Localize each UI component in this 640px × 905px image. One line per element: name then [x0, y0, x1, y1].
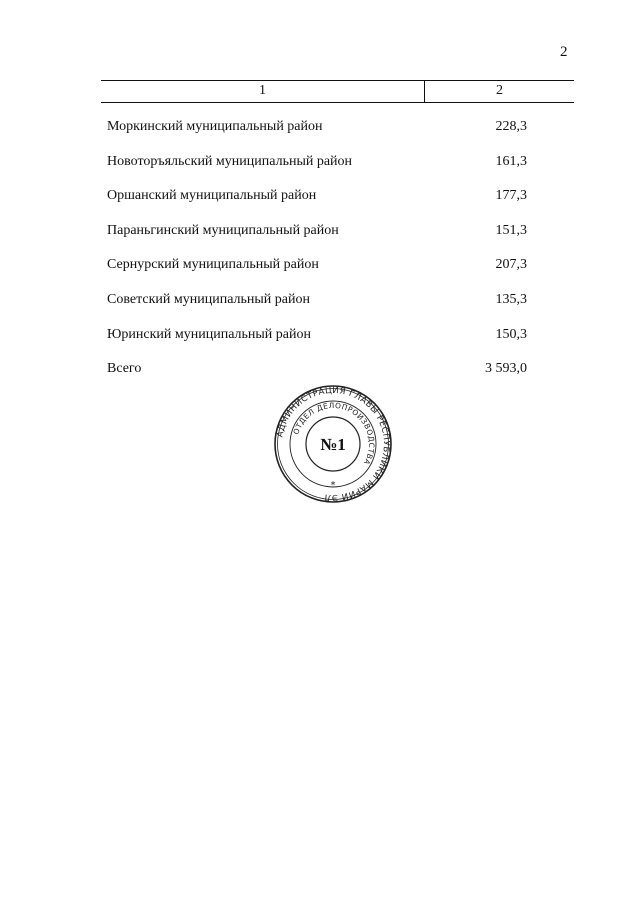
stamp-number: №1 — [320, 435, 346, 454]
district-name: Оршанский муниципальный район — [107, 188, 317, 203]
table-row-total — [0, 361, 640, 383]
district-value: 177,3 — [495, 188, 527, 203]
district-value: 150,3 — [495, 327, 527, 342]
stamp-star-icon: * — [330, 480, 336, 491]
table-row — [0, 119, 640, 141]
district-name: Юринский муниципальный район — [107, 327, 311, 342]
district-name: Моркинский муниципальный район — [107, 119, 323, 134]
office-stamp — [273, 384, 393, 504]
table-row — [0, 223, 640, 245]
district-value: 151,3 — [495, 223, 527, 238]
total-value: 3 593,0 — [485, 361, 527, 376]
page-number: 2 — [560, 44, 568, 60]
district-value: 135,3 — [495, 292, 527, 307]
stamp-outer-text-path: АДМИНИСТРАЦИЯ ГЛАВЫ РЕСПУБЛИКИ МАРИЙ ЭЛ — [275, 385, 392, 503]
stamp-inner-text — [291, 401, 376, 467]
district-value: 228,3 — [495, 119, 527, 134]
district-value: 207,3 — [495, 257, 527, 272]
table-row — [0, 154, 640, 176]
column-header-1: 1 — [259, 83, 266, 98]
table-row — [0, 188, 640, 210]
table-header — [101, 80, 574, 103]
stamp-inner-text-path: ОТДЕЛ ДЕЛОПРОИЗВОДСТВА — [291, 400, 377, 467]
district-value: 161,3 — [495, 154, 527, 169]
district-name: Параньгинский муниципальный район — [107, 223, 339, 238]
column-header-2: 2 — [496, 83, 503, 98]
district-name: Сернурский муниципальный район — [107, 257, 319, 272]
table-row — [0, 257, 640, 279]
district-name: Новоторъяльский муниципальный район — [107, 154, 353, 169]
total-label: Всего — [107, 361, 142, 376]
table-row — [0, 292, 640, 314]
table-row — [0, 327, 640, 349]
district-name: Советский муниципальный район — [107, 292, 310, 307]
